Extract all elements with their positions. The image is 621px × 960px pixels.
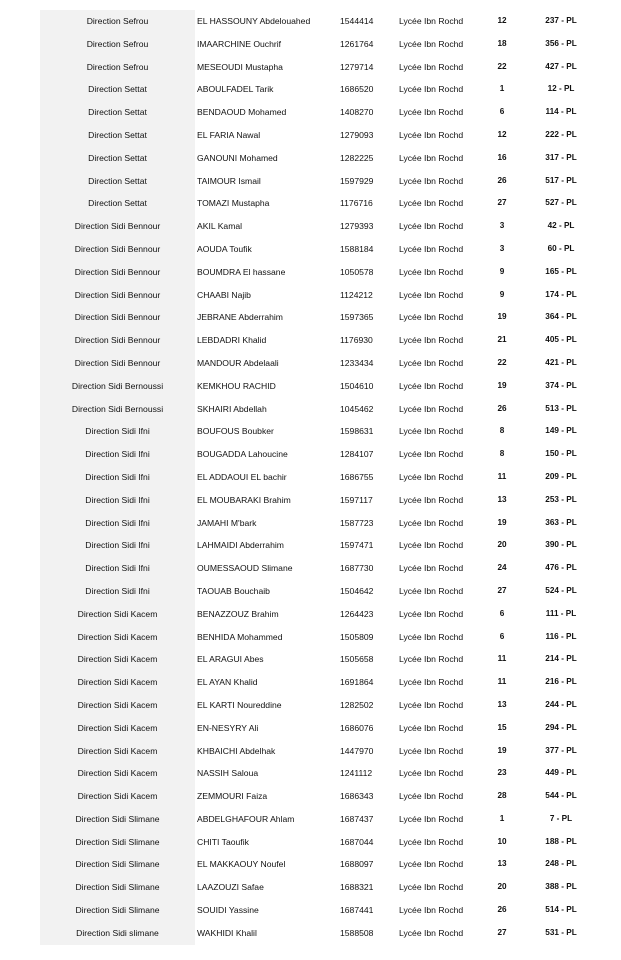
lycee-cell: Lycée Ibn Rochd bbox=[399, 654, 464, 665]
rank-cell: 513 - PL bbox=[545, 403, 577, 413]
rank-cell: 427 - PL bbox=[545, 61, 577, 71]
direction-cell: Direction Sidi Bennour bbox=[40, 261, 195, 284]
lycee-cell: Lycée Ibn Rochd bbox=[399, 175, 464, 186]
table-row bbox=[40, 899, 598, 922]
id-cell: 1279714 bbox=[340, 61, 374, 72]
rank-cell: 405 - PL bbox=[545, 335, 577, 345]
number-cell: 24 bbox=[497, 563, 507, 573]
number-cell: 13 bbox=[497, 699, 507, 709]
number-cell: 26 bbox=[497, 175, 507, 185]
table-row bbox=[40, 420, 598, 443]
table-row bbox=[40, 876, 598, 899]
lycee-cell: Lycée Ibn Rochd bbox=[399, 905, 464, 916]
lycee-cell: Lycée Ibn Rochd bbox=[399, 198, 464, 209]
lycee-cell: Lycée Ibn Rochd bbox=[399, 243, 464, 254]
number-cell: 19 bbox=[497, 312, 507, 322]
table-row bbox=[40, 557, 598, 580]
table-row bbox=[40, 922, 598, 945]
direction-cell: Direction Sidi Ifni bbox=[40, 580, 195, 603]
id-cell: 1687730 bbox=[340, 563, 374, 574]
direction-cell: Direction Sidi Bennour bbox=[40, 284, 195, 307]
table-row bbox=[40, 306, 598, 329]
table-row bbox=[40, 489, 598, 512]
rank-cell: 12 - PL bbox=[547, 84, 575, 94]
name-cell: JEBRANE Abderrahim bbox=[197, 312, 283, 323]
lycee-cell: Lycée Ibn Rochd bbox=[399, 221, 464, 232]
id-cell: 1505658 bbox=[340, 654, 374, 665]
table-row bbox=[40, 56, 598, 79]
direction-cell: Direction Sidi Kacem bbox=[40, 626, 195, 649]
number-cell: 12 bbox=[497, 16, 507, 25]
rank-cell: 214 - PL bbox=[545, 654, 577, 664]
id-cell: 1282225 bbox=[340, 152, 374, 163]
id-cell: 1050578 bbox=[340, 266, 374, 277]
table-row bbox=[40, 717, 598, 740]
table-row bbox=[40, 78, 598, 101]
lycee-cell: Lycée Ibn Rochd bbox=[399, 791, 464, 802]
rank-cell: 42 - PL bbox=[547, 221, 575, 231]
name-cell: GANOUNI Mohamed bbox=[197, 152, 278, 163]
rank-cell: 364 - PL bbox=[545, 312, 577, 322]
lycee-cell: Lycée Ibn Rochd bbox=[399, 722, 464, 733]
direction-cell: Direction Sidi Bernoussi bbox=[40, 375, 195, 398]
lycee-cell: Lycée Ibn Rochd bbox=[399, 152, 464, 163]
id-cell: 1687044 bbox=[340, 836, 374, 847]
lycee-cell: Lycée Ibn Rochd bbox=[399, 312, 464, 323]
name-cell: CHITI Taoufik bbox=[197, 836, 249, 847]
lycee-cell: Lycée Ibn Rochd bbox=[399, 129, 464, 140]
lycee-cell: Lycée Ibn Rochd bbox=[399, 471, 464, 482]
rank-cell: 514 - PL bbox=[545, 905, 577, 915]
number-cell: 27 bbox=[497, 927, 507, 937]
number-cell: 21 bbox=[497, 335, 507, 345]
name-cell: TAOUAB Bouchaib bbox=[197, 585, 270, 596]
number-cell: 8 bbox=[499, 426, 505, 436]
number-cell: 20 bbox=[497, 882, 507, 892]
lycee-cell: Lycée Ibn Rochd bbox=[399, 335, 464, 346]
number-cell: 27 bbox=[497, 585, 507, 595]
number-cell: 18 bbox=[497, 38, 507, 48]
direction-cell: Direction Sidi Kacem bbox=[40, 717, 195, 740]
direction-cell: Direction Sidi Kacem bbox=[40, 762, 195, 785]
rank-cell: 248 - PL bbox=[545, 859, 577, 869]
direction-cell: Direction Sidi Ifni bbox=[40, 489, 195, 512]
number-cell: 6 bbox=[499, 608, 505, 618]
lycee-cell: Lycée Ibn Rochd bbox=[399, 768, 464, 779]
table-row bbox=[40, 398, 598, 421]
direction-cell: Direction Sidi Slimane bbox=[40, 876, 195, 899]
name-cell: IMAARCHINE Ouchrif bbox=[197, 38, 282, 49]
table-row bbox=[40, 785, 598, 808]
direction-cell: Direction Sidi Slimane bbox=[40, 899, 195, 922]
lycee-cell: Lycée Ibn Rochd bbox=[399, 540, 464, 551]
name-cell: EL ARAGUI Abes bbox=[197, 654, 264, 665]
table-row bbox=[40, 10, 598, 33]
rank-cell: 188 - PL bbox=[545, 836, 577, 846]
name-cell: AKIL Kamal bbox=[197, 221, 243, 232]
name-cell: TAIMOUR Ismail bbox=[197, 175, 261, 186]
number-cell: 6 bbox=[499, 631, 505, 641]
direction-cell: Direction Sefrou bbox=[40, 10, 195, 33]
lycee-cell: Lycée Ibn Rochd bbox=[399, 380, 464, 391]
direction-cell: Direction Sidi Ifni bbox=[40, 512, 195, 535]
id-cell: 1686343 bbox=[340, 791, 374, 802]
lycee-cell: Lycée Ibn Rochd bbox=[399, 677, 464, 688]
table-row bbox=[40, 33, 598, 56]
table-row bbox=[40, 238, 598, 261]
rank-cell: 377 - PL bbox=[545, 745, 577, 755]
number-cell: 8 bbox=[499, 449, 505, 459]
direction-cell: Direction Sidi Slimane bbox=[40, 808, 195, 831]
direction-cell: Direction Sidi Slimane bbox=[40, 853, 195, 876]
name-cell: NASSIH Saloua bbox=[197, 768, 259, 779]
number-cell: 19 bbox=[497, 745, 507, 755]
id-cell: 1264423 bbox=[340, 608, 374, 619]
id-cell: 1686520 bbox=[340, 84, 374, 95]
table-row bbox=[40, 580, 598, 603]
lycee-cell: Lycée Ibn Rochd bbox=[399, 927, 464, 938]
direction-cell: Direction Sidi Bernoussi bbox=[40, 398, 195, 421]
rank-cell: 237 - PL bbox=[545, 16, 577, 25]
direction-cell: Direction Sidi Ifni bbox=[40, 420, 195, 443]
id-cell: 1686076 bbox=[340, 722, 374, 733]
number-cell: 22 bbox=[497, 61, 507, 71]
table-row bbox=[40, 808, 598, 831]
id-cell: 1282502 bbox=[340, 699, 374, 710]
lycee-cell: Lycée Ibn Rochd bbox=[399, 38, 464, 49]
rank-cell: 150 - PL bbox=[545, 449, 577, 459]
id-cell: 1587723 bbox=[340, 517, 374, 528]
id-cell: 1176930 bbox=[340, 335, 373, 346]
lycee-cell: Lycée Ibn Rochd bbox=[399, 517, 464, 528]
rank-cell: 116 - PL bbox=[545, 631, 577, 641]
table-row bbox=[40, 147, 598, 170]
table-row bbox=[40, 831, 598, 854]
id-cell: 1124212 bbox=[340, 289, 373, 300]
rank-cell: 527 - PL bbox=[545, 198, 577, 208]
direction-cell: Direction Settat bbox=[40, 147, 195, 170]
id-cell: 1233434 bbox=[340, 357, 374, 368]
number-cell: 1 bbox=[499, 813, 505, 823]
direction-cell: Direction Sidi Kacem bbox=[40, 785, 195, 808]
table-row bbox=[40, 603, 598, 626]
number-cell: 1 bbox=[499, 84, 505, 94]
number-cell: 6 bbox=[499, 107, 505, 117]
table-row bbox=[40, 284, 598, 307]
table-row bbox=[40, 466, 598, 489]
rank-cell: 374 - PL bbox=[545, 380, 577, 390]
name-cell: EL FARIA Nawal bbox=[197, 129, 261, 140]
rank-cell: 222 - PL bbox=[545, 129, 577, 139]
name-cell: BENDAOUD Mohamed bbox=[197, 107, 287, 118]
direction-cell: Direction Sidi Ifni bbox=[40, 534, 195, 557]
direction-cell: Direction Sidi Bennour bbox=[40, 215, 195, 238]
name-cell: BOUFOUS Boubker bbox=[197, 426, 274, 437]
number-cell: 20 bbox=[497, 540, 507, 550]
name-cell: SOUIDI Yassine bbox=[197, 905, 259, 916]
number-cell: 26 bbox=[497, 905, 507, 915]
id-cell: 1687437 bbox=[340, 813, 374, 824]
id-cell: 1504642 bbox=[340, 585, 374, 596]
lycee-cell: Lycée Ibn Rochd bbox=[399, 16, 464, 26]
lycee-cell: Lycée Ibn Rochd bbox=[399, 585, 464, 596]
rank-cell: 114 - PL bbox=[545, 107, 577, 117]
table-row bbox=[40, 694, 598, 717]
number-cell: 3 bbox=[499, 243, 505, 253]
id-cell: 1686755 bbox=[340, 471, 374, 482]
table-row bbox=[40, 626, 598, 649]
direction-cell: Direction Sidi Kacem bbox=[40, 694, 195, 717]
lycee-cell: Lycée Ibn Rochd bbox=[399, 289, 464, 300]
lycee-cell: Lycée Ibn Rochd bbox=[399, 699, 464, 710]
rank-cell: 111 - PL bbox=[545, 608, 577, 618]
direction-cell: Direction Sidi Kacem bbox=[40, 648, 195, 671]
lycee-cell: Lycée Ibn Rochd bbox=[399, 631, 464, 642]
table-row bbox=[40, 853, 598, 876]
number-cell: 28 bbox=[497, 791, 507, 801]
direction-cell: Direction Sidi Bennour bbox=[40, 306, 195, 329]
rank-cell: 244 - PL bbox=[545, 699, 577, 709]
direction-cell: Direction Sidi Ifni bbox=[40, 557, 195, 580]
rank-cell: 421 - PL bbox=[545, 357, 577, 367]
number-cell: 13 bbox=[497, 494, 507, 504]
number-cell: 9 bbox=[499, 266, 505, 276]
id-cell: 1598631 bbox=[340, 426, 374, 437]
id-cell: 1176716 bbox=[340, 198, 373, 209]
id-cell: 1241112 bbox=[340, 768, 373, 779]
direction-cell: Direction Sidi Kacem bbox=[40, 671, 195, 694]
name-cell: EL MOUBARAKI Brahim bbox=[197, 494, 291, 505]
name-cell: LAHMAIDI Abderrahim bbox=[197, 540, 284, 551]
number-cell: 13 bbox=[497, 859, 507, 869]
name-cell: EL KARTI Noureddine bbox=[197, 699, 282, 710]
table-row bbox=[40, 192, 598, 215]
name-cell: KHBAICHI Abdelhak bbox=[197, 745, 276, 756]
name-cell: EL MAKKAOUY Noufel bbox=[197, 859, 286, 870]
lycee-cell: Lycée Ibn Rochd bbox=[399, 859, 464, 870]
lycee-cell: Lycée Ibn Rochd bbox=[399, 836, 464, 847]
rank-cell: 174 - PL bbox=[545, 289, 577, 299]
table-row bbox=[40, 443, 598, 466]
id-cell: 1588508 bbox=[340, 927, 374, 938]
id-cell: 1447970 bbox=[340, 745, 374, 756]
id-cell: 1045462 bbox=[340, 403, 374, 414]
direction-cell: Direction Settat bbox=[40, 192, 195, 215]
direction-cell: Direction Sidi Ifni bbox=[40, 466, 195, 489]
rank-cell: 60 - PL bbox=[547, 243, 575, 253]
id-cell: 1597929 bbox=[340, 175, 374, 186]
table-row bbox=[40, 124, 598, 147]
table-row bbox=[40, 512, 598, 535]
id-cell: 1279093 bbox=[340, 129, 374, 140]
rank-cell: 165 - PL bbox=[545, 266, 577, 276]
number-cell: 19 bbox=[497, 380, 507, 390]
lycee-cell: Lycée Ibn Rochd bbox=[399, 266, 464, 277]
direction-cell: Direction Settat bbox=[40, 170, 195, 193]
number-cell: 23 bbox=[497, 768, 507, 778]
lycee-cell: Lycée Ibn Rochd bbox=[399, 426, 464, 437]
direction-cell: Direction Sidi Kacem bbox=[40, 603, 195, 626]
number-cell: 11 bbox=[497, 677, 507, 687]
id-cell: 1504610 bbox=[340, 380, 374, 391]
number-cell: 26 bbox=[497, 403, 507, 413]
id-cell: 1688321 bbox=[340, 882, 374, 893]
lycee-cell: Lycée Ibn Rochd bbox=[399, 449, 464, 460]
id-cell: 1688097 bbox=[340, 859, 374, 870]
table-row bbox=[40, 648, 598, 671]
name-cell: AOUDA Toufik bbox=[197, 243, 252, 254]
number-cell: 15 bbox=[497, 722, 507, 732]
number-cell: 10 bbox=[497, 836, 507, 846]
id-cell: 1284107 bbox=[340, 449, 374, 460]
name-cell: OUMESSAOUD Slimane bbox=[197, 563, 293, 574]
direction-cell: Direction Settat bbox=[40, 124, 195, 147]
results-table bbox=[40, 10, 598, 945]
name-cell: LAAZOUZI Safae bbox=[197, 882, 264, 893]
name-cell: LEBDADRI Khalid bbox=[197, 335, 267, 346]
table-row bbox=[40, 352, 598, 375]
id-cell: 1691864 bbox=[340, 677, 374, 688]
name-cell: EL ADDAOUI EL bachir bbox=[197, 471, 287, 482]
direction-cell: Direction Sidi Bennour bbox=[40, 352, 195, 375]
table-row bbox=[40, 671, 598, 694]
id-cell: 1408270 bbox=[340, 107, 374, 118]
id-cell: 1261764 bbox=[340, 38, 374, 49]
direction-cell: Direction Sidi Ifni bbox=[40, 443, 195, 466]
name-cell: BOUMDRA El hassane bbox=[197, 266, 286, 277]
table-row bbox=[40, 762, 598, 785]
rank-cell: 449 - PL bbox=[545, 768, 577, 778]
name-cell: JAMAHI M'bark bbox=[197, 517, 257, 528]
id-cell: 1687441 bbox=[340, 905, 374, 916]
table-row bbox=[40, 215, 598, 238]
rank-cell: 294 - PL bbox=[545, 722, 577, 732]
number-cell: 27 bbox=[497, 198, 507, 208]
rank-cell: 356 - PL bbox=[545, 38, 577, 48]
name-cell: MESEOUDI Mustapha bbox=[197, 61, 283, 72]
rank-cell: 517 - PL bbox=[545, 175, 577, 185]
table-row bbox=[40, 101, 598, 124]
direction-cell: Direction Settat bbox=[40, 101, 195, 124]
direction-cell: Direction Sidi slimane bbox=[40, 922, 195, 945]
lycee-cell: Lycée Ibn Rochd bbox=[399, 813, 464, 824]
rank-cell: 253 - PL bbox=[545, 494, 577, 504]
table-row bbox=[40, 375, 598, 398]
rank-cell: 216 - PL bbox=[545, 677, 577, 687]
name-cell: ABOULFADEL Tarik bbox=[197, 84, 274, 95]
lycee-cell: Lycée Ibn Rochd bbox=[399, 882, 464, 893]
number-cell: 3 bbox=[499, 221, 505, 231]
number-cell: 16 bbox=[497, 152, 507, 162]
name-cell: MANDOUR Abdelaali bbox=[197, 357, 279, 368]
direction-cell: Direction Sidi Slimane bbox=[40, 831, 195, 854]
direction-cell: Direction Sefrou bbox=[40, 33, 195, 56]
table-row bbox=[40, 329, 598, 352]
lycee-cell: Lycée Ibn Rochd bbox=[399, 563, 464, 574]
name-cell: ZEMMOURI Faiza bbox=[197, 791, 268, 802]
name-cell: SKHAIRI Abdellah bbox=[197, 403, 267, 414]
name-cell: TOMAZI Mustapha bbox=[197, 198, 270, 209]
name-cell: ABDELGHAFOUR Ahlam bbox=[197, 813, 295, 824]
direction-cell: Direction Sidi Bennour bbox=[40, 329, 195, 352]
name-cell: BENAZZOUZ Brahim bbox=[197, 608, 279, 619]
lycee-cell: Lycée Ibn Rochd bbox=[399, 608, 464, 619]
rank-cell: 476 - PL bbox=[545, 563, 577, 573]
number-cell: 19 bbox=[497, 517, 507, 527]
id-cell: 1279393 bbox=[340, 221, 374, 232]
number-cell: 11 bbox=[497, 471, 507, 481]
lycee-cell: Lycée Ibn Rochd bbox=[399, 745, 464, 756]
rank-cell: 149 - PL bbox=[545, 426, 577, 436]
lycee-cell: Lycée Ibn Rochd bbox=[399, 357, 464, 368]
lycee-cell: Lycée Ibn Rochd bbox=[399, 84, 464, 95]
name-cell: EN-NESYRY Ali bbox=[197, 722, 259, 733]
lycee-cell: Lycée Ibn Rochd bbox=[399, 494, 464, 505]
direction-cell: Direction Settat bbox=[40, 78, 195, 101]
number-cell: 9 bbox=[499, 289, 505, 299]
id-cell: 1597471 bbox=[340, 540, 374, 551]
table-row bbox=[40, 534, 598, 557]
name-cell: KEMKHOU RACHID bbox=[197, 380, 276, 391]
direction-cell: Direction Sidi Kacem bbox=[40, 740, 195, 763]
name-cell: BENHIDA Mohammed bbox=[197, 631, 283, 642]
number-cell: 12 bbox=[497, 129, 507, 139]
rank-cell: 390 - PL bbox=[545, 540, 577, 550]
direction-cell: Direction Sefrou bbox=[40, 56, 195, 79]
table-row bbox=[40, 170, 598, 193]
name-cell: EL AYAN Khalid bbox=[197, 677, 258, 688]
rank-cell: 388 - PL bbox=[545, 882, 577, 892]
name-cell: WAKHIDI Khalil bbox=[197, 927, 257, 938]
id-cell: 1588184 bbox=[340, 243, 374, 254]
lycee-cell: Lycée Ibn Rochd bbox=[399, 403, 464, 414]
table-row bbox=[40, 261, 598, 284]
rank-cell: 544 - PL bbox=[545, 791, 577, 801]
rank-cell: 317 - PL bbox=[545, 152, 577, 162]
name-cell: CHAABI Najib bbox=[197, 289, 251, 300]
id-cell: 1597365 bbox=[340, 312, 374, 323]
id-cell: 1505809 bbox=[340, 631, 374, 642]
name-cell: EL HASSOUNY Abdelouahed bbox=[197, 16, 311, 26]
rank-cell: 209 - PL bbox=[545, 471, 577, 481]
lycee-cell: Lycée Ibn Rochd bbox=[399, 61, 464, 72]
table-row bbox=[40, 740, 598, 763]
rank-cell: 524 - PL bbox=[545, 585, 577, 595]
number-cell: 11 bbox=[497, 654, 507, 664]
id-cell: 1544414 bbox=[340, 16, 374, 26]
direction-cell: Direction Sidi Bennour bbox=[40, 238, 195, 261]
id-cell: 1597117 bbox=[340, 494, 373, 505]
rank-cell: 531 - PL bbox=[545, 927, 577, 937]
rank-cell: 363 - PL bbox=[545, 517, 577, 527]
name-cell: BOUGADDA Lahoucine bbox=[197, 449, 288, 460]
rank-cell: 7 - PL bbox=[549, 813, 573, 823]
lycee-cell: Lycée Ibn Rochd bbox=[399, 107, 464, 118]
number-cell: 22 bbox=[497, 357, 507, 367]
